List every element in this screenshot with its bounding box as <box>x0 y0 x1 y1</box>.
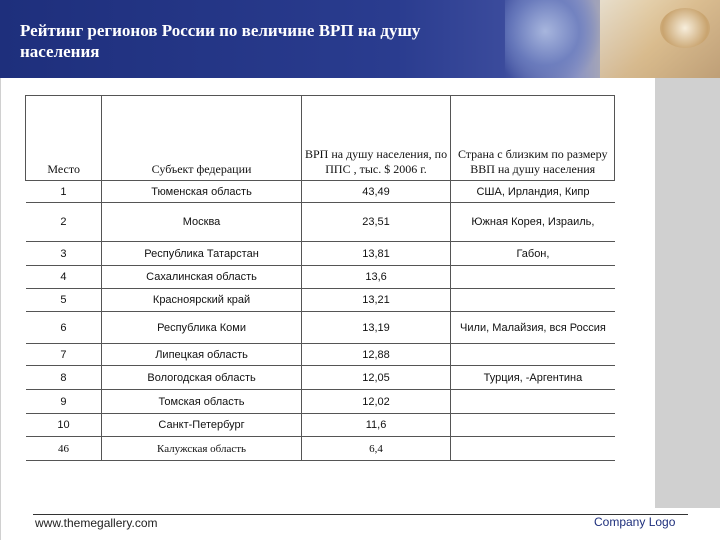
cell-country <box>451 344 615 366</box>
table-row <box>26 437 615 461</box>
cell-country: Габон, <box>451 242 615 266</box>
banner-photo-highlight <box>660 8 710 48</box>
cell-subject: Сахалинская область <box>102 266 301 289</box>
cell-country <box>451 289 615 312</box>
footer-website: www.themegallery.com <box>35 516 158 530</box>
cell-country <box>451 414 615 437</box>
cell-country: Турция, -Аргентина <box>451 366 615 390</box>
cell-grp: 12,02 <box>301 390 451 414</box>
cell-subject: Томская область <box>102 390 301 414</box>
cell-grp: 23,51 <box>301 203 451 242</box>
table-header-row <box>26 96 615 181</box>
slide-title: Рейтинг регионов России по величине ВРП на душу населения <box>20 21 421 61</box>
cell-subject: Москва <box>102 203 301 242</box>
table-row <box>26 289 615 312</box>
cell-place: 46 <box>26 437 102 461</box>
header-country: Страна с близким по размеру ВВП на душу населения <box>451 96 615 181</box>
cell-subject: Калужская область <box>102 437 301 461</box>
footer-company-logo: Company Logo <box>594 515 676 529</box>
cell-country: Чили, Малайзия, вся Россия <box>451 312 615 344</box>
cell-subject: Липецкая область <box>102 344 301 366</box>
cell-grp: 13,6 <box>301 266 451 289</box>
header-subject: Субъект федерации <box>102 96 301 181</box>
cell-place: 4 <box>26 266 102 289</box>
cell-grp: 13,19 <box>301 312 451 344</box>
cell-place: 5 <box>26 289 102 312</box>
table-row <box>26 312 615 344</box>
header-banner <box>0 0 720 78</box>
cell-grp: 6,4 <box>301 437 451 461</box>
cell-grp: 12,88 <box>301 344 451 366</box>
cell-country <box>451 266 615 289</box>
cell-country <box>451 437 615 461</box>
cell-place: 3 <box>26 242 102 266</box>
table-row <box>26 266 615 289</box>
cell-subject: Вологодская область <box>102 366 301 390</box>
rating-table <box>25 95 615 461</box>
cell-grp: 13,81 <box>301 242 451 266</box>
footer-divider <box>33 514 688 515</box>
cell-grp: 12,05 <box>301 366 451 390</box>
cell-country: США, Ирландия, Кипр <box>451 181 615 203</box>
header-grp: ВРП на душу населения, по ППС , тыс. $ 2006 г. <box>301 96 451 181</box>
cell-country <box>451 390 615 414</box>
table-row <box>26 414 615 437</box>
cell-grp: 11,6 <box>301 414 451 437</box>
cell-place: 7 <box>26 344 102 366</box>
cell-place: 8 <box>26 366 102 390</box>
cell-place: 9 <box>26 390 102 414</box>
header-place: Место <box>26 96 102 181</box>
cell-place: 10 <box>26 414 102 437</box>
table-row <box>26 181 615 203</box>
cell-place: 6 <box>26 312 102 344</box>
left-side-line <box>0 78 1 540</box>
table-row <box>26 203 615 242</box>
cell-grp: 13,21 <box>301 289 451 312</box>
cell-subject: Красноярский край <box>102 289 301 312</box>
table-row <box>26 344 615 366</box>
right-side-bar <box>655 78 720 508</box>
cell-place: 2 <box>26 203 102 242</box>
banner-decoration <box>505 0 605 78</box>
cell-country: Южная Корея, Израиль, <box>451 203 615 242</box>
cell-subject: Санкт-Петербург <box>102 414 301 437</box>
cell-place: 1 <box>26 181 102 203</box>
table-row <box>26 390 615 414</box>
table-row <box>26 366 615 390</box>
cell-subject: Республика Татарстан <box>102 242 301 266</box>
table-row <box>26 242 615 266</box>
cell-grp: 43,49 <box>301 181 451 203</box>
cell-subject: Республика Коми <box>102 312 301 344</box>
cell-subject: Тюменская область <box>102 181 301 203</box>
